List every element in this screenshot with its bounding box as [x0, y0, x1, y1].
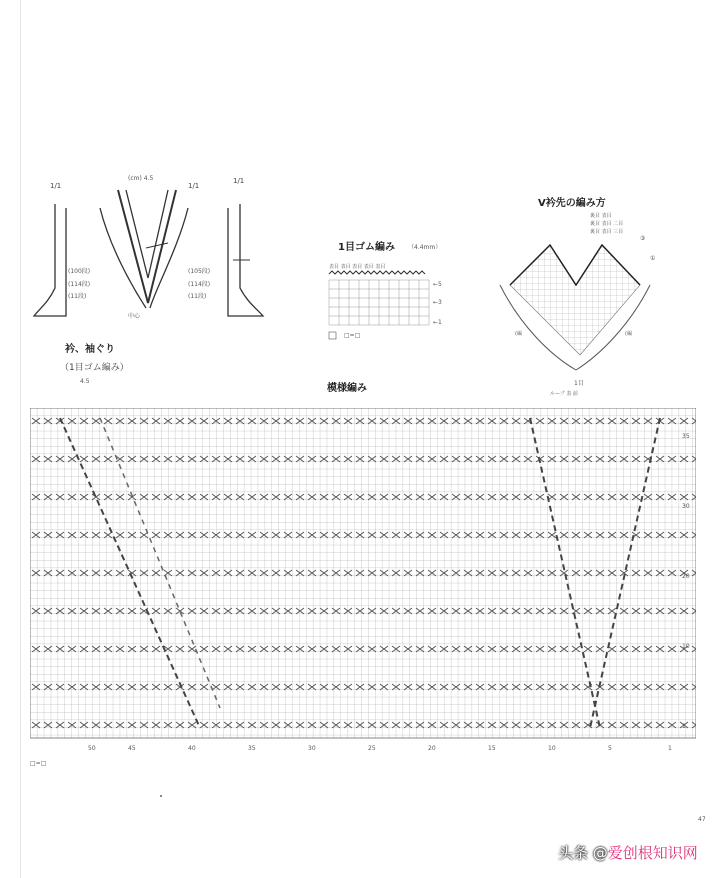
collar-title: 衿、袖ぐり [65, 344, 115, 355]
svg-text:5: 5 [608, 745, 612, 752]
svg-text:(編: (編 [625, 331, 632, 337]
svg-text:35: 35 [682, 433, 690, 440]
svg-text:30: 30 [308, 745, 316, 752]
svg-text:25: 25 [368, 745, 376, 752]
rib-note: （4.4mm） [408, 244, 442, 251]
svg-text:(11段): (11段) [68, 293, 87, 300]
vneck-tip-chart [490, 205, 670, 400]
main-chart-legend: □=□ [30, 760, 47, 767]
svg-text:(編: (編 [515, 331, 522, 337]
svg-text:(100段): (100段) [68, 268, 91, 275]
watermark-brand: 爱创根知识网 [607, 844, 698, 862]
page-number: 47 [698, 816, 706, 823]
page-left-rule [20, 0, 21, 878]
svg-text:裏目 表目 二目: 裏目 表目 二目 [590, 221, 624, 227]
svg-text:1/1: 1/1 [188, 182, 200, 190]
svg-text:←1: ←1 [433, 319, 442, 326]
watermark-prefix: 头条 @ [558, 844, 608, 862]
svg-text:(114段): (114段) [68, 281, 91, 288]
main-pattern-chart [30, 408, 696, 754]
watermark [558, 842, 698, 863]
rib-legend: □=□ [344, 332, 361, 339]
svg-text:1: 1 [682, 723, 686, 730]
svg-text:裏目 表目 三目: 裏目 表目 三目 [590, 229, 624, 235]
svg-text:(cm) 4.5: (cm) 4.5 [128, 175, 154, 182]
svg-text:←5: ←5 [433, 281, 442, 288]
svg-text:30: 30 [682, 503, 690, 510]
svg-text:50: 50 [88, 745, 96, 752]
svg-text:10: 10 [548, 745, 556, 752]
vneck-title: V衿先の編み方 [538, 198, 606, 209]
collar-subtitle: （1目ゴム編み） [60, 363, 129, 373]
svg-text:中心: 中心 [128, 313, 141, 320]
rib-title: 1目ゴム編み [338, 242, 395, 253]
svg-text:1目: 1目 [574, 380, 584, 387]
svg-text:1/1: 1/1 [50, 182, 62, 190]
print-mark [160, 795, 162, 797]
svg-text:表目 表目 表目 表目 表目: 表目 表目 表目 表目 表目 [329, 264, 386, 270]
svg-text:①: ① [650, 255, 656, 262]
svg-text:20: 20 [428, 745, 436, 752]
svg-text:35: 35 [248, 745, 256, 752]
svg-text:10: 10 [682, 643, 690, 650]
svg-text:(105段): (105段) [188, 268, 211, 275]
svg-text:(114段): (114段) [188, 281, 211, 288]
svg-text:40: 40 [188, 745, 196, 752]
svg-text:20: 20 [682, 573, 690, 580]
svg-text:(11段): (11段) [188, 293, 207, 300]
svg-text:1/1: 1/1 [233, 177, 245, 185]
svg-text:1: 1 [668, 745, 672, 752]
main-chart-title: 模様編み [327, 383, 367, 394]
svg-text:←3: ←3 [433, 299, 442, 306]
svg-text:ループ 表 前: ループ 表 前 [550, 391, 578, 397]
svg-text:③: ③ [640, 235, 646, 242]
svg-text:裏目 表目: 裏目 表目 [590, 213, 612, 219]
collar-note: 4.5 [80, 378, 90, 385]
svg-text:15: 15 [488, 745, 496, 752]
collar-armhole-schematic [28, 168, 288, 328]
svg-text:45: 45 [128, 745, 136, 752]
